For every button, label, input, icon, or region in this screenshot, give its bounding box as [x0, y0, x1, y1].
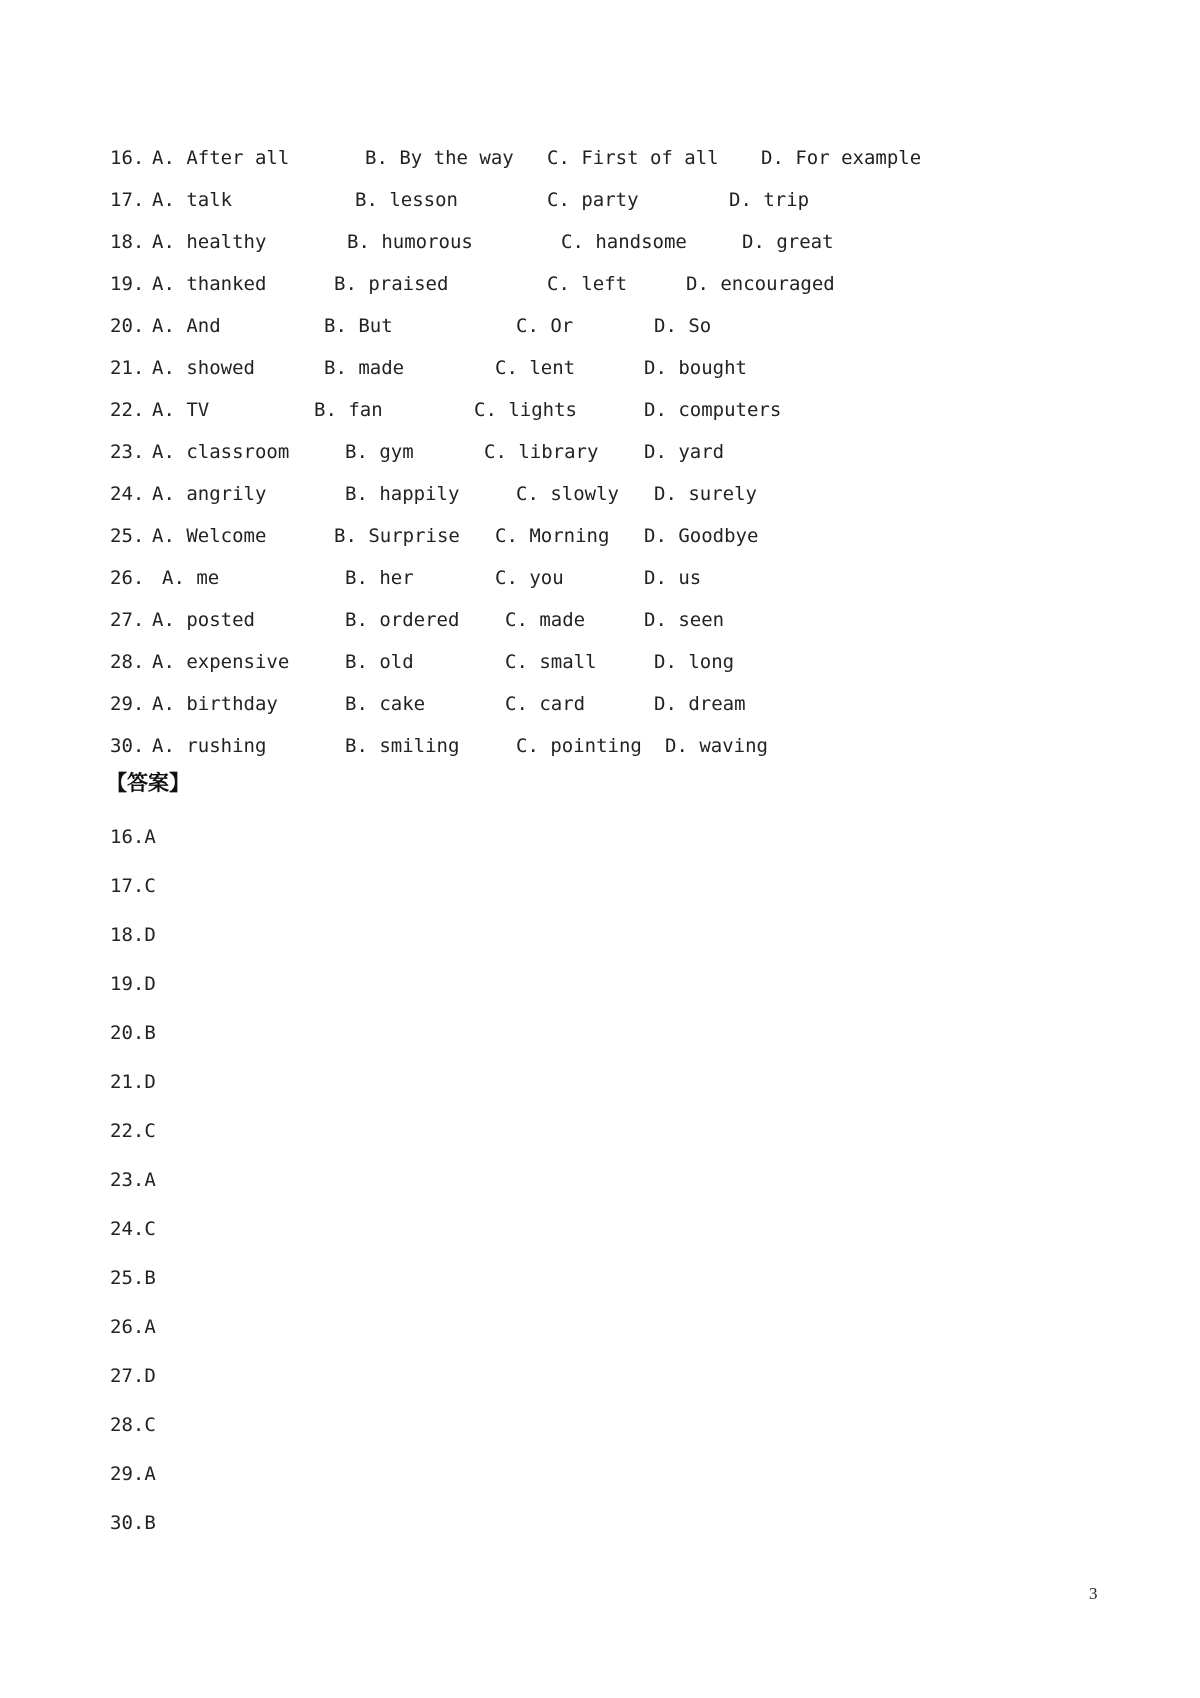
option-a: A. posted — [152, 609, 255, 631]
option-a: A. rushing — [152, 735, 267, 757]
question-number: 22. — [110, 399, 145, 421]
option-a: A. healthy — [152, 231, 267, 253]
option-c: C. made — [505, 609, 586, 631]
option-b: B. lesson — [355, 189, 458, 211]
question-row — [0, 315, 712, 345]
option-a: A. Welcome — [152, 525, 267, 547]
option-a: A. angrily — [152, 483, 267, 505]
question-number: 30. — [110, 735, 145, 757]
option-c: C. lent — [495, 357, 576, 379]
question-row — [0, 609, 725, 639]
answer-line: 19.D — [110, 973, 156, 995]
answer-line: 18.D — [110, 924, 156, 946]
question-number: 16. — [110, 147, 145, 169]
answer-heading: 【答案】 — [106, 771, 190, 795]
answer-line: 27.D — [110, 1365, 156, 1387]
question-number: 20. — [110, 315, 145, 337]
option-a: A. classroom — [152, 441, 290, 463]
answer-line: 26.A — [110, 1316, 156, 1338]
question-row — [0, 735, 768, 765]
question-row — [0, 651, 735, 681]
option-a: A. And — [152, 315, 221, 337]
question-number: 21. — [110, 357, 145, 379]
option-c: C. card — [505, 693, 586, 715]
option-a: A. TV — [152, 399, 210, 421]
question-row — [0, 189, 810, 219]
answer-line: 29.A — [110, 1463, 156, 1485]
option-c: C. slowly — [516, 483, 619, 505]
option-b: B. humorous — [347, 231, 473, 253]
option-c: C. Morning — [495, 525, 610, 547]
option-d: D. So — [654, 315, 712, 337]
question-row — [0, 231, 834, 261]
option-b: B. old — [345, 651, 414, 673]
option-b: B. cake — [345, 693, 426, 715]
option-d: D. great — [742, 231, 834, 253]
question-number: 26. — [110, 567, 145, 589]
option-c: C. small — [505, 651, 597, 673]
option-d: D. long — [654, 651, 735, 673]
question-number: 25. — [110, 525, 145, 547]
question-row — [0, 147, 922, 177]
question-number: 28. — [110, 651, 145, 673]
question-number: 29. — [110, 693, 145, 715]
answer-line: 28.C — [110, 1414, 156, 1436]
option-b: B. made — [324, 357, 405, 379]
option-d: D. dream — [654, 693, 746, 715]
option-d: D. trip — [729, 189, 810, 211]
option-d: D. Goodbye — [644, 525, 759, 547]
answer-line: 16.A — [110, 826, 156, 848]
question-number: 27. — [110, 609, 145, 631]
option-a: A. birthday — [152, 693, 278, 715]
option-d: D. waving — [665, 735, 768, 757]
option-b: B. praised — [334, 273, 449, 295]
option-b: B. But — [324, 315, 393, 337]
option-d: D. yard — [644, 441, 725, 463]
option-a: A. expensive — [152, 651, 290, 673]
option-a: A. thanked — [152, 273, 267, 295]
question-row — [0, 441, 725, 471]
answer-line: 17.C — [110, 875, 156, 897]
question-row — [0, 693, 746, 723]
option-c: C. you — [495, 567, 564, 589]
option-d: D. surely — [654, 483, 757, 505]
option-b: B. smiling — [345, 735, 460, 757]
option-a: A. After all — [152, 147, 290, 169]
question-number: 24. — [110, 483, 145, 505]
option-d: D. encouraged — [686, 273, 835, 295]
question-number: 17. — [110, 189, 145, 211]
option-c: C. library — [484, 441, 599, 463]
option-c: C. pointing — [516, 735, 642, 757]
question-row — [0, 273, 835, 303]
question-row — [0, 483, 757, 513]
question-row — [0, 399, 782, 429]
option-a: A. talk — [152, 189, 233, 211]
option-c: C. left — [547, 273, 628, 295]
option-b: B. ordered — [345, 609, 460, 631]
option-a: A. me — [162, 567, 220, 589]
answer-line: 30.B — [110, 1512, 156, 1534]
option-c: C. handsome — [561, 231, 687, 253]
option-a: A. showed — [152, 357, 255, 379]
answer-line: 20.B — [110, 1022, 156, 1044]
option-b: B. her — [345, 567, 414, 589]
answer-line: 22.C — [110, 1120, 156, 1142]
option-d: D. bought — [644, 357, 747, 379]
answer-line: 24.C — [110, 1218, 156, 1240]
question-number: 18. — [110, 231, 145, 253]
option-d: D. For example — [761, 147, 922, 169]
option-b: B. happily — [345, 483, 460, 505]
option-c: C. lights — [474, 399, 577, 421]
option-b: B. Surprise — [334, 525, 460, 547]
option-c: C. party — [547, 189, 639, 211]
answer-line: 23.A — [110, 1169, 156, 1191]
option-d: D. computers — [644, 399, 782, 421]
option-d: D. us — [644, 567, 702, 589]
answer-line: 25.B — [110, 1267, 156, 1289]
option-b: B. By the way — [365, 147, 514, 169]
question-row — [0, 357, 747, 387]
answer-line: 21.D — [110, 1071, 156, 1093]
option-c: C. Or — [516, 315, 574, 337]
option-b: B. fan — [314, 399, 383, 421]
option-d: D. seen — [644, 609, 725, 631]
option-c: C. First of all — [547, 147, 719, 169]
option-b: B. gym — [345, 441, 414, 463]
question-number: 19. — [110, 273, 145, 295]
question-number: 23. — [110, 441, 145, 463]
question-row — [0, 567, 702, 597]
page-number: 3 — [1089, 1584, 1098, 1603]
question-row — [0, 525, 759, 555]
